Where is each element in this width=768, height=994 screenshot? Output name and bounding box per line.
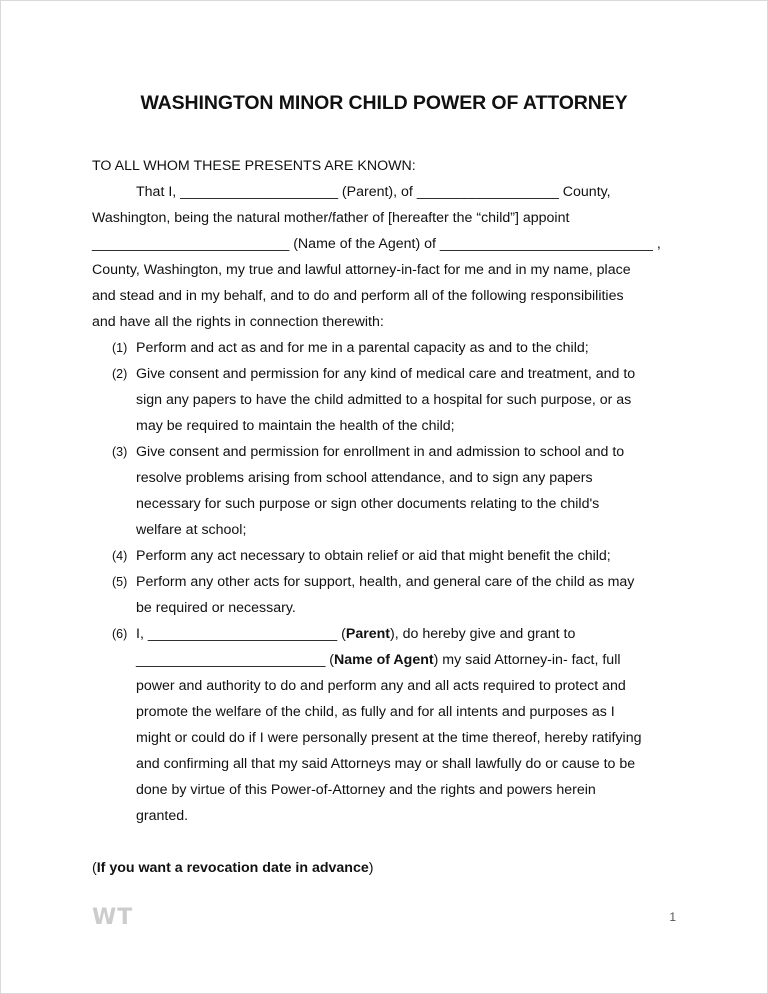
list-item-number: (6) <box>112 627 128 641</box>
text-run: I, ________________________ ( <box>136 626 346 642</box>
text-run: ), do hereby give and grant to <box>390 626 576 642</box>
list-item-line: power and authority to do and perform any and all acts required to protect and <box>136 678 626 694</box>
list-item-line: necessary for such purpose or sign other documents relating to the child's <box>136 496 600 512</box>
list-item-line: and confirming all that my said Attorneys may or shall lawfully do or cause to be <box>136 756 636 772</box>
page-number: 1 <box>669 910 676 924</box>
list-item-line: Give consent and permission for enrollment in and admission to school and to <box>136 444 625 460</box>
list-item-line: sign any papers to have the child admitted to a hospital for such purpose, or as <box>136 392 632 408</box>
list-item-line: Perform any act necessary to obtain relief or aid that might benefit the child; <box>136 548 611 564</box>
list-item-line: resolve problems arising from school attendance, and to sign any papers <box>136 470 593 486</box>
wt-logo: WT <box>92 905 134 930</box>
list-item-line: may be required to maintain the health of the child; <box>136 418 455 434</box>
list-item-line <box>136 651 621 669</box>
list-item-line: be required or necessary. <box>136 600 296 616</box>
intro-line: Washington, being the natural mother/father of [hereafter the “child”] appoint <box>92 210 570 226</box>
list-item-line: promote the welfare of the child, as fully and for all intents and purposes as I <box>136 704 615 720</box>
list-item-line: Give consent and permission for any kind of medical care and treatment, and to <box>136 366 636 382</box>
salutation: TO ALL WHOM THESE PRESENTS ARE KNOWN: <box>92 158 416 174</box>
list-item-line: welfare at school; <box>136 522 247 538</box>
text-run: ) my said Attorney-in- fact, full <box>433 652 621 668</box>
intro-line: County, Washington, my true and lawful attorney-in-fact for me and in my name, place <box>92 262 631 278</box>
text-run: ) <box>368 860 374 876</box>
list-item-number: (2) <box>112 367 128 381</box>
list-item-line: granted. <box>136 808 189 824</box>
list-item-line: might or could do if I were personally present at the time thereof, hereby ratifying <box>136 730 642 746</box>
document-title: WASHINGTON MINOR CHILD POWER OF ATTORNEY <box>140 92 628 114</box>
list-item-number: (3) <box>112 445 128 459</box>
intro-line: and have all the rights in connection therewith: <box>92 314 384 330</box>
list-item-number: (5) <box>112 575 128 589</box>
list-item-line: Perform and act as and for me in a parental capacity as and to the child; <box>136 340 589 356</box>
bold-text-run: If you want a revocation date in advance <box>96 860 369 876</box>
intro-line: _________________________ (Name of the Agent) of ___________________________ , <box>92 236 661 252</box>
intro-line: That I, ____________________ (Parent), of __________________ County, <box>136 184 611 200</box>
list-item-line: done by virtue of this Power-of-Attorney and the rights and powers herein <box>136 782 596 798</box>
revocation-heading <box>92 859 373 877</box>
bold-text-run: Name of Agent <box>334 652 434 668</box>
list-item-line <box>136 625 575 643</box>
bold-text-run: Parent <box>345 626 391 642</box>
list-item-line: Perform any other acts for support, health, and general care of the child as may <box>136 574 635 590</box>
intro-line: and stead and in my behalf, and to do and perform all of the following responsibilities <box>92 288 624 304</box>
list-item-number: (4) <box>112 549 128 563</box>
text-run: ________________________ ( <box>136 652 335 668</box>
list-item-number: (1) <box>112 341 128 355</box>
text-run: ( <box>92 860 97 876</box>
